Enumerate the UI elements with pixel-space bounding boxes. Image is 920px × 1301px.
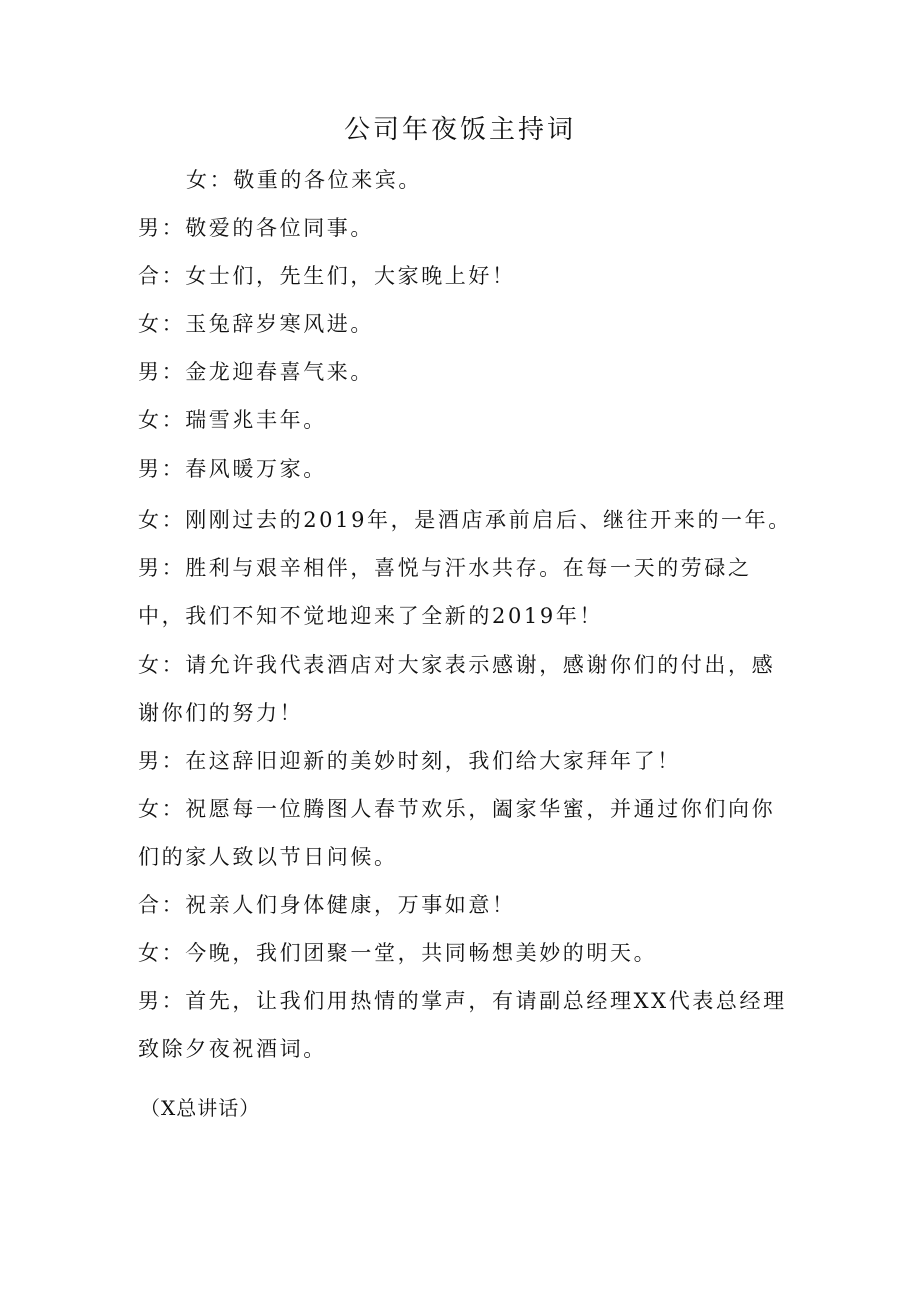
script-line: 男：金龙迎春喜气来。 [138, 360, 374, 384]
script-line: 女：玉兔辞岁寒风进。 [138, 312, 374, 336]
stage-note: （X总讲话） [140, 1096, 261, 1120]
document-title: 公司年夜饭主持词 [343, 115, 576, 145]
script-line: 女：刚刚过去的2019年，是酒店承前启后、继往开来的一年。 [138, 508, 792, 532]
script-line: 男：春风暖万家。 [138, 457, 327, 481]
script-line: 致除夕夜祝酒词。 [138, 1037, 327, 1061]
script-line: 男：胜利与艰辛相伴，喜悦与汗水共存。在每一天的劳碌之 [138, 556, 752, 580]
script-line: 男：在这辞旧迎新的美妙时刻，我们给大家拜年了！ [138, 749, 681, 773]
script-line: 女：瑞雪兆丰年。 [138, 408, 327, 432]
script-line: 男：敬爱的各位同事。 [138, 216, 374, 240]
script-line: 男：首先，让我们用热情的掌声，有请副总经理XX代表总经理 [138, 989, 787, 1013]
script-line: 合：祝亲人们身体健康，万事如意！ [138, 893, 516, 917]
script-line: 女：敬重的各位来宾。 [186, 168, 422, 192]
script-line: 女：祝愿每一位腾图人春节欢乐，阖家华蜜，并通过你们向你 [138, 797, 776, 821]
script-line: 中，我们不知不觉地迎来了全新的2019年！ [138, 604, 604, 628]
script-line: 们的家人致以节日问候。 [138, 845, 398, 869]
script-line: 谢你们的努力！ [138, 701, 304, 725]
script-line: 女：请允许我代表酒店对大家表示感谢，感谢你们的付出，感 [138, 653, 776, 677]
script-line: 合：女士们，先生们，大家晚上好！ [138, 264, 516, 288]
script-line: 女：今晚，我们团聚一堂，共同畅想美妙的明天。 [138, 941, 658, 965]
